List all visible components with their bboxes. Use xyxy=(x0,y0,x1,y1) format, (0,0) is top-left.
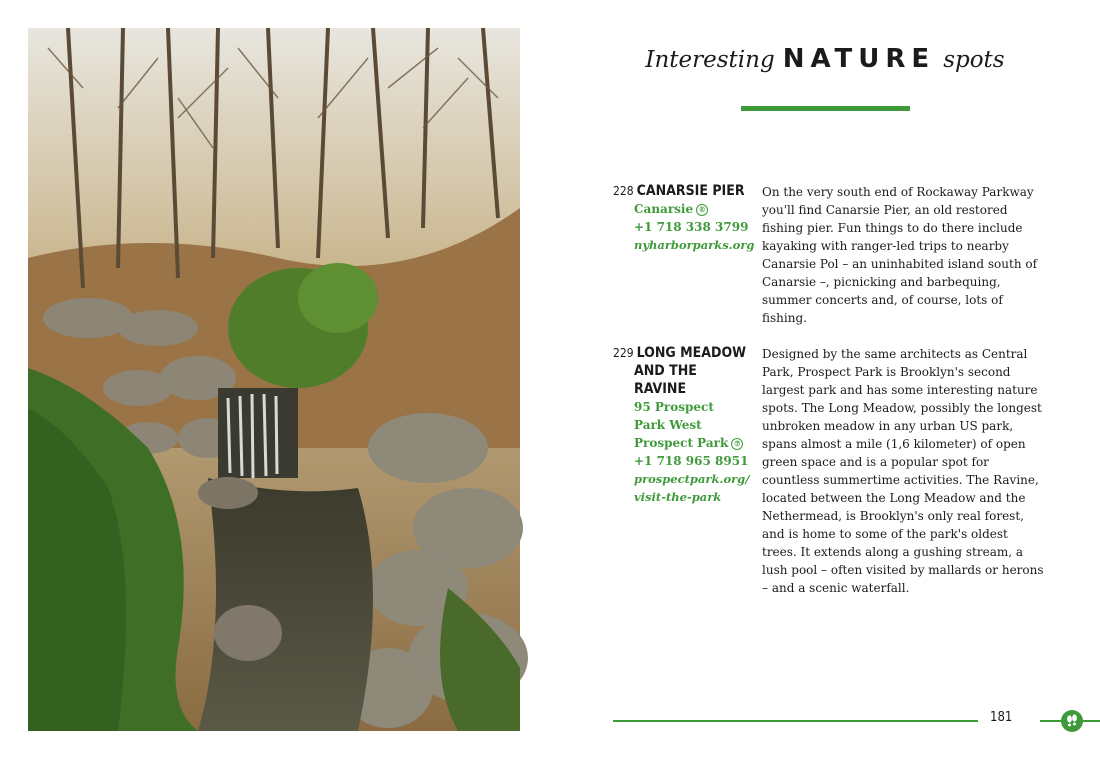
entry-name: LONG MEADOW xyxy=(636,345,747,361)
entry-canarsie-pier xyxy=(613,182,753,254)
title-suffix: spots xyxy=(943,47,1005,73)
entry-address-line xyxy=(613,434,753,452)
entry-name: CANARSIE PIER xyxy=(636,183,745,199)
footprints-icon xyxy=(1061,710,1083,732)
entry-heading xyxy=(613,344,753,362)
map-marker-icon: ⑦ xyxy=(731,438,743,450)
ravine-photo xyxy=(28,28,520,747)
entry-long-meadow xyxy=(613,344,753,506)
photo-caption xyxy=(68,734,162,747)
entry-number: 228 xyxy=(613,184,634,198)
ravine-photo-illustration xyxy=(28,28,520,731)
entry-name-line-2: AND THE RAVINE xyxy=(634,363,697,397)
entry-number: 229 xyxy=(613,346,634,360)
entry-website[interactable]: prospectpark.org/ xyxy=(634,472,750,486)
title-main: NATURE xyxy=(782,44,936,74)
photo-caption-number: 229 xyxy=(68,734,88,747)
map-marker-icon: ® xyxy=(696,204,708,216)
entry-address-line: Park West xyxy=(634,418,702,432)
entry-website-cont[interactable]: visit-the-park xyxy=(634,490,722,504)
footer-rule xyxy=(613,720,978,722)
entry-description: Designed by the same architects as Central Park, Prospect Park is Brooklyn's second largest park and has some interesting nature spots. The Long Meadow, possibly the longest unbroken meadow in any urban US park, spans almost a mile (1,6 kilometer) of open green space and is a popular spot for countless summertime activities. The Ravine, located between the Long Meadow and the Nethermead, is Brooklyn's only real forest, and is home to some of the park's oldest trees. It extends along a gushing stream, a lush pool – often visited by mallards or herons – and a scenic waterfall. xyxy=(762,347,1044,595)
photo-caption-text: THE RAVINE xyxy=(92,734,162,747)
page-number: 181 xyxy=(990,710,1013,725)
entry-heading xyxy=(613,182,753,200)
address-text: Canarsie xyxy=(634,202,694,216)
entry-address xyxy=(613,200,753,218)
title-underline xyxy=(741,106,910,111)
address-text: Prospect Park xyxy=(634,436,729,450)
page-title xyxy=(640,44,1010,74)
entry-phone[interactable]: +1 718 965 8951 xyxy=(634,454,749,468)
entry-address-line: 95 Prospect xyxy=(634,400,714,414)
title-prefix: Interesting xyxy=(645,47,775,73)
entry-website[interactable]: nyharborparks.org xyxy=(634,238,755,252)
entry-description: On the very south end of Rockaway Parkway you'll find Canarsie Pier, an old restored fishing pier. Fun things to do there include kayaking with ranger-led trips to nearby Canarsie Pol – an uninhabited island south of Canarsie –, picnicking and barbequing, summer concerts and, of course, lots of fishing. xyxy=(762,185,1038,325)
entry-phone[interactable]: +1 718 338 3799 xyxy=(634,220,749,234)
